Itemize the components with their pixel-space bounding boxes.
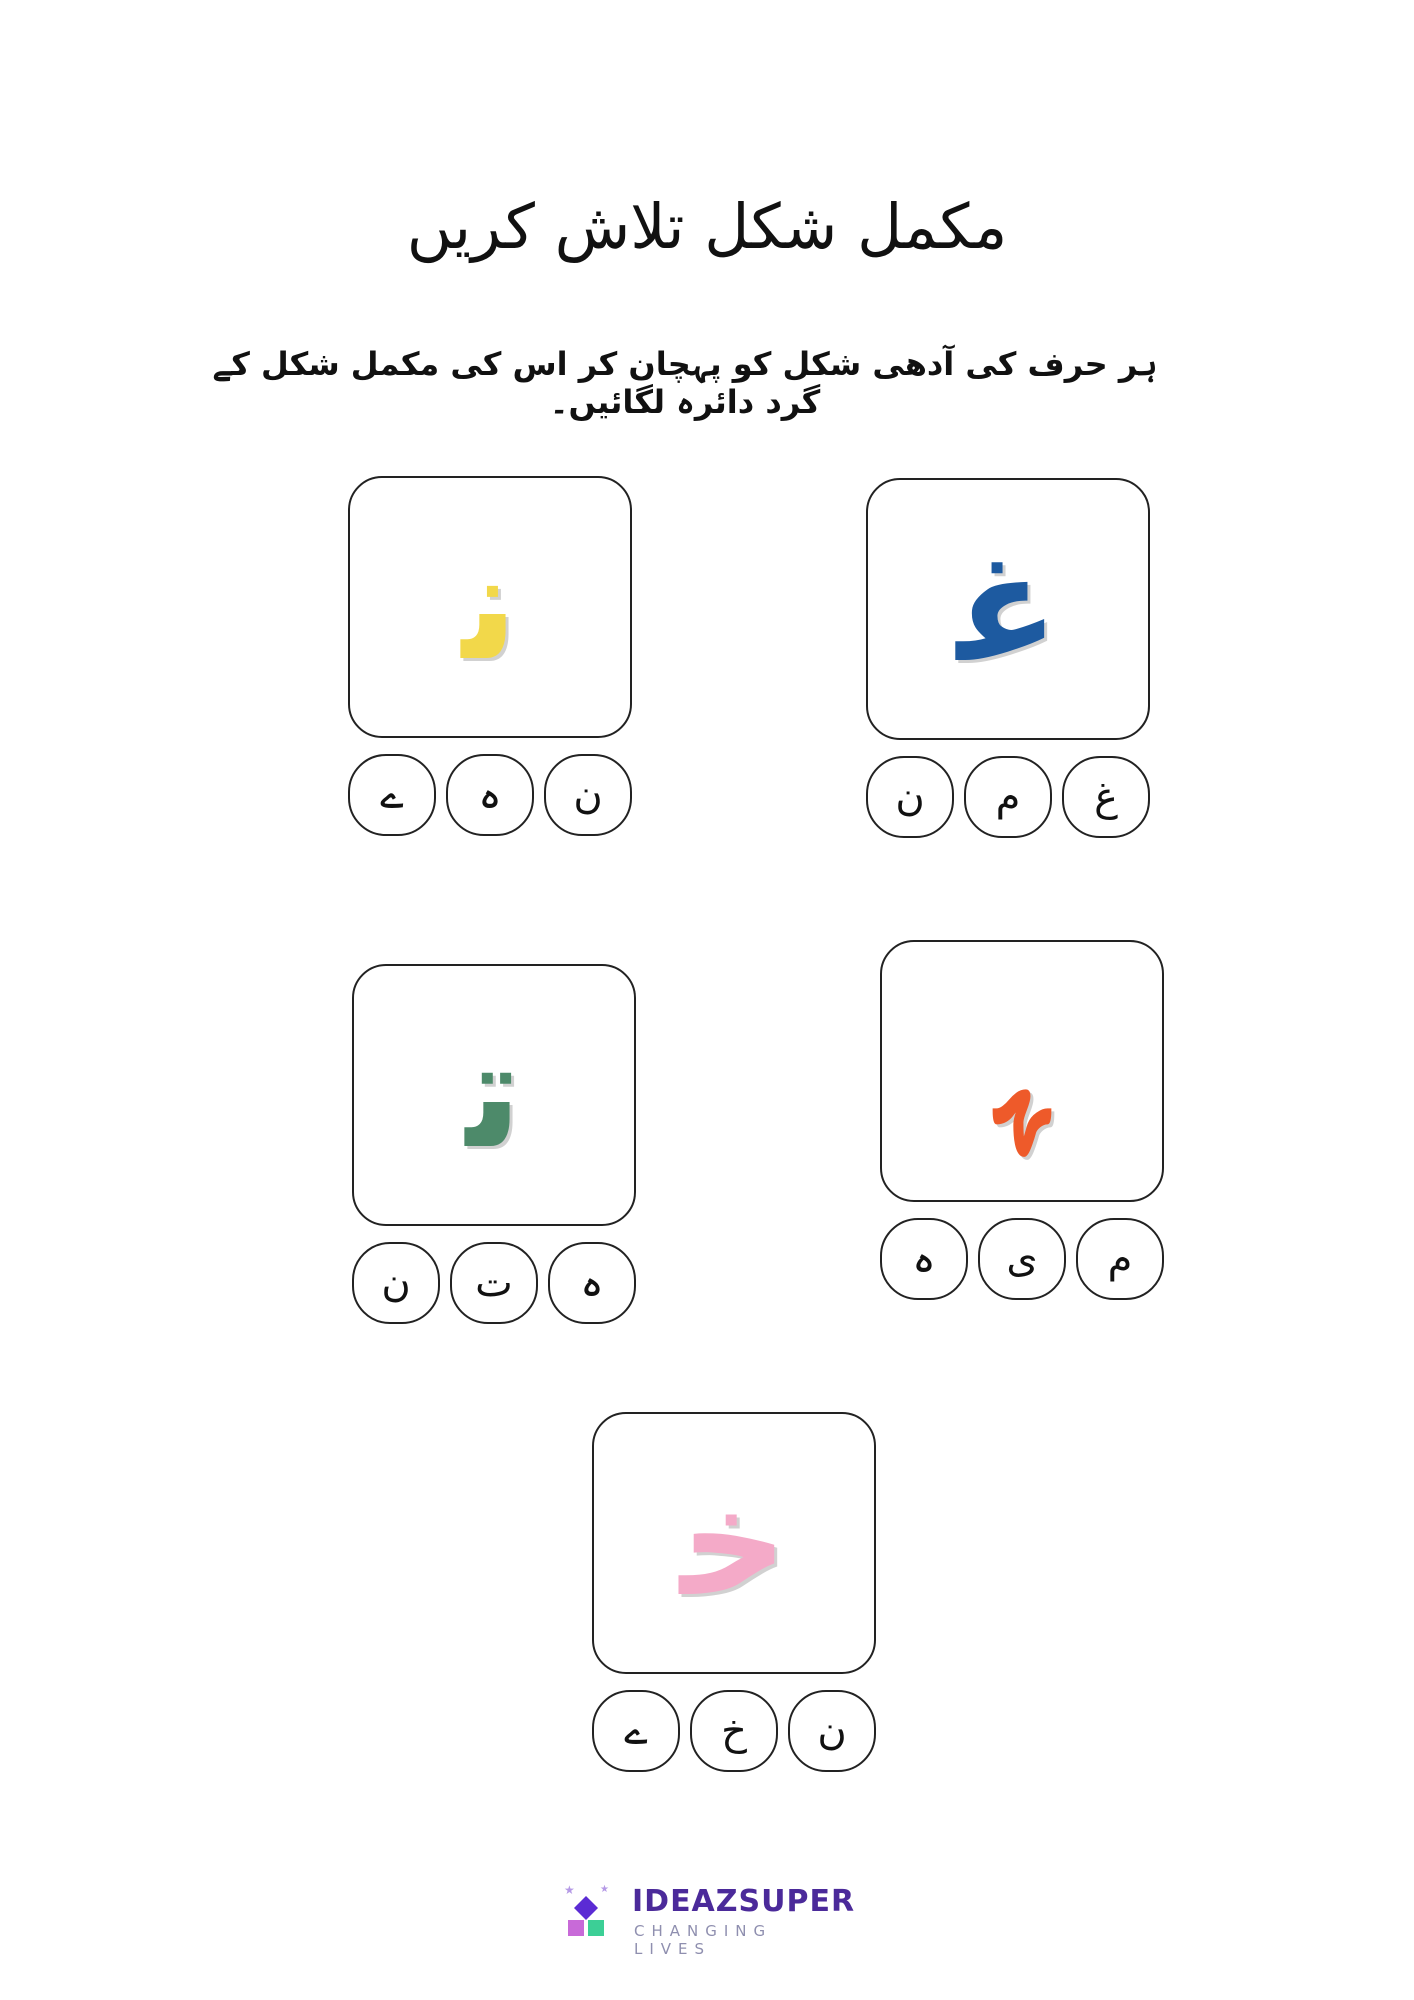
logo-brand-text: IDEAZSUPER: [632, 1884, 856, 1919]
option-2-1[interactable]: غ: [1062, 756, 1150, 838]
instruction-text: ہر حرف کی آدھی شکل کو پہچان کر اس کی مکمل شکل کے گرد دائرہ لگائیں۔: [212, 345, 1158, 421]
option-1-2[interactable]: ہ: [446, 754, 534, 836]
option-4-2[interactable]: ی: [978, 1218, 1066, 1300]
option-3-3[interactable]: ن: [352, 1242, 440, 1324]
brand-logo: [560, 1880, 860, 1958]
letter-card-4: [880, 940, 1164, 1202]
option-2-3[interactable]: ن: [866, 756, 954, 838]
option-3-2[interactable]: ت: [450, 1242, 538, 1324]
letter-card-2: [866, 478, 1150, 740]
option-4-1[interactable]: م: [1076, 1218, 1164, 1300]
option-1-1[interactable]: ن: [544, 754, 632, 836]
half-letter-4: ﮩ: [996, 984, 1048, 1158]
page-title: مکمل شکل تلاش کریں: [406, 190, 1008, 263]
option-2-2[interactable]: م: [964, 756, 1052, 838]
option-4-3[interactable]: ہ: [880, 1218, 968, 1300]
svg-text:★: ★: [564, 1883, 575, 1897]
letter-card-1: [348, 476, 632, 738]
half-letter-2: ﻏ: [956, 522, 1060, 696]
options-row-3: [352, 1242, 636, 1324]
letter-card-3: [352, 964, 636, 1226]
options-row-4: [880, 1218, 1164, 1300]
options-row-5: [592, 1690, 876, 1772]
option-5-2[interactable]: خ: [690, 1690, 778, 1772]
options-row-1: [348, 754, 632, 836]
half-letter-5: ﺧ: [679, 1456, 789, 1630]
half-letter-3: ﺗ: [465, 1008, 523, 1182]
ideazsuper-logo-icon: [560, 1880, 626, 1946]
option-5-1[interactable]: ن: [788, 1690, 876, 1772]
half-letter-1: ﻧ: [461, 520, 519, 694]
options-row-2: [866, 756, 1150, 838]
option-3-1[interactable]: ہ: [548, 1242, 636, 1324]
svg-text:★: ★: [600, 1884, 609, 1895]
letter-card-5: [592, 1412, 876, 1674]
option-1-3[interactable]: ے: [348, 754, 436, 836]
option-5-3[interactable]: ے: [592, 1690, 680, 1772]
logo-tagline: CHANGING LIVES: [634, 1922, 773, 1958]
